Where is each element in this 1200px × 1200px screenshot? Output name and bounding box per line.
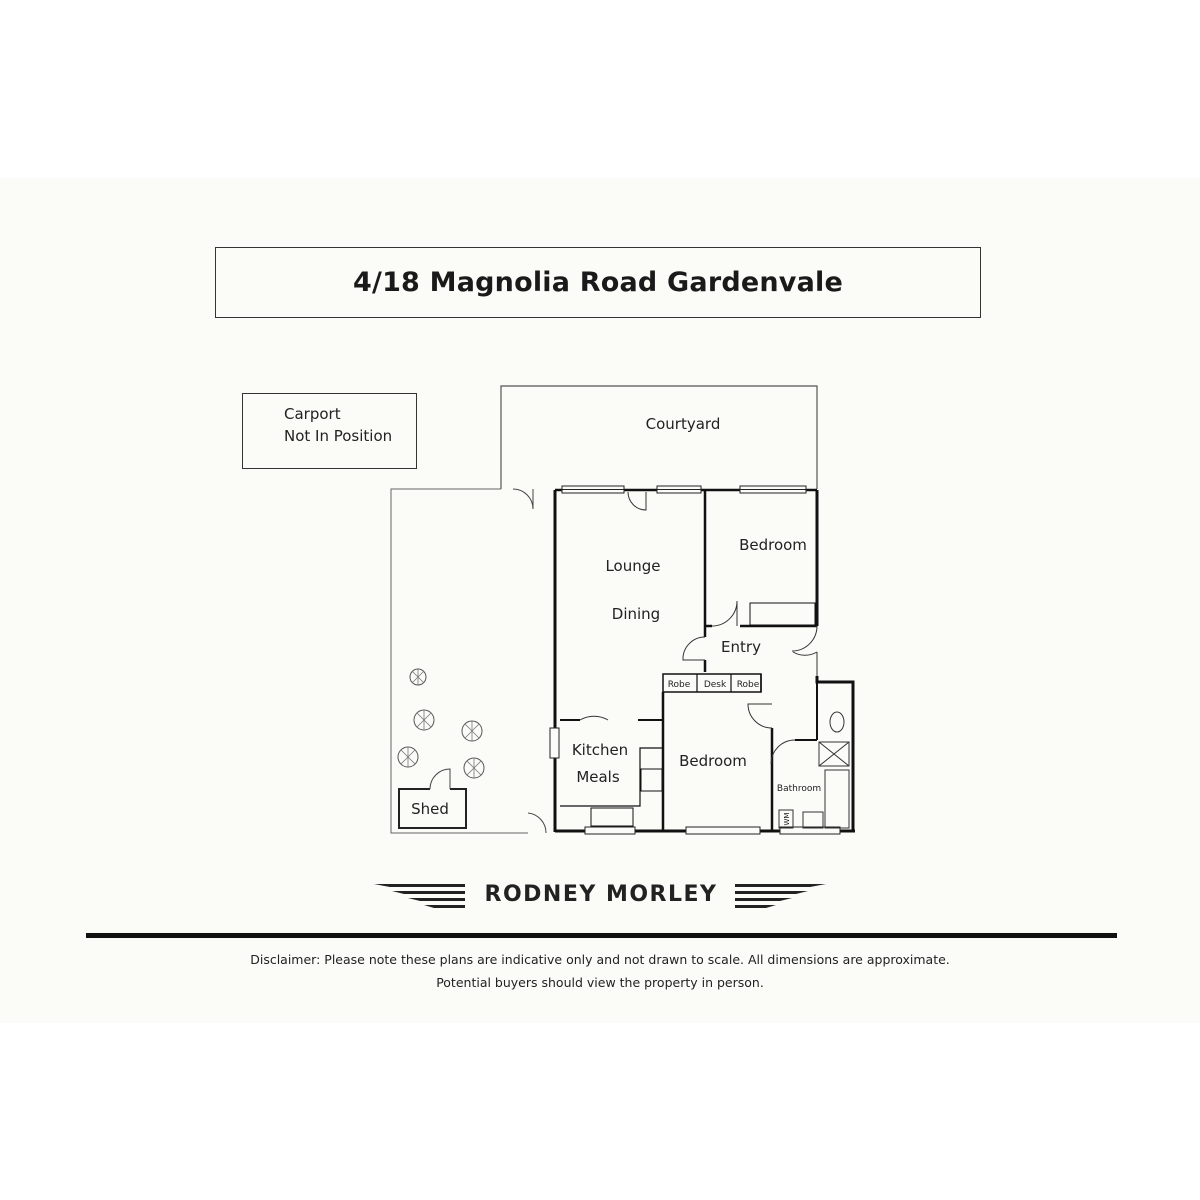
shrub-icon bbox=[462, 721, 482, 741]
garden-yard bbox=[391, 489, 546, 833]
kitchen-label: Kitchen bbox=[571, 741, 629, 759]
brand-name: RODNEY MORLEY bbox=[484, 882, 718, 907]
carport-note: Not In Position bbox=[284, 427, 393, 445]
washing-machine-label: WM bbox=[783, 812, 791, 826]
entry-label: Entry bbox=[721, 638, 761, 656]
dining-label: Dining bbox=[611, 605, 661, 623]
shrub-icon bbox=[414, 710, 434, 730]
robe-2-label: Robe bbox=[736, 680, 760, 690]
shrub-icon bbox=[398, 747, 418, 767]
bathroom-fixtures bbox=[776, 712, 849, 828]
property-address-title: 4/18 Magnolia Road Gardenvale bbox=[353, 267, 843, 298]
shrub-icon bbox=[464, 758, 484, 778]
shed-label: Shed bbox=[411, 800, 449, 818]
door-arcs bbox=[580, 492, 817, 764]
disclaimer-line-1: Disclaimer: Please note these plans are indicative only and not drawn to scale. All dimensions are approximate. bbox=[250, 952, 950, 967]
robe-1-label: Robe bbox=[667, 680, 691, 690]
disclaimer bbox=[100, 948, 1100, 994]
lounge-label: Lounge bbox=[605, 557, 661, 575]
meals-label: Meals bbox=[576, 768, 620, 786]
bedroom-2-label: Bedroom bbox=[679, 752, 747, 770]
carport-label: Carport bbox=[284, 405, 341, 423]
divider-rule bbox=[86, 933, 1117, 938]
shed bbox=[399, 769, 466, 828]
shrub-icon bbox=[410, 669, 426, 685]
carport-box bbox=[243, 394, 417, 469]
bathroom-label: Bathroom bbox=[776, 784, 822, 794]
bedroom-1-label: Bedroom bbox=[739, 536, 807, 554]
disclaimer-line-2: Potential buyers should view the property in person. bbox=[436, 975, 764, 990]
courtyard-area bbox=[501, 386, 817, 489]
courtyard-label: Courtyard bbox=[645, 415, 721, 433]
desk-label: Desk bbox=[703, 680, 727, 690]
brand-logo bbox=[370, 878, 830, 914]
